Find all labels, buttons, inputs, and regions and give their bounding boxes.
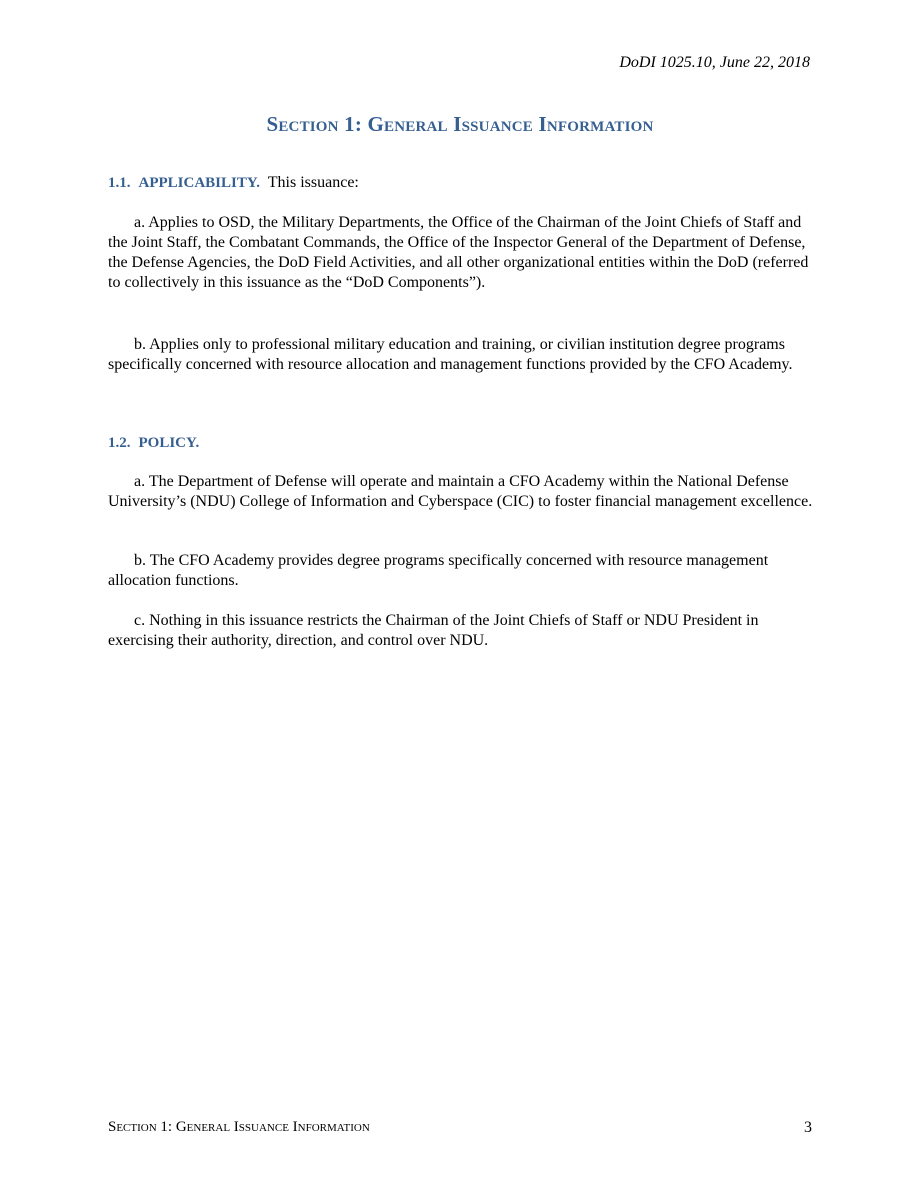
policy-para-b	[108, 551, 813, 591]
page-number: 3	[804, 1119, 812, 1136]
paragraph-text: b. The CFO Academy provides degree programs specifically concerned with resource management allocation functions.	[108, 552, 769, 589]
paragraph-text: a. The Department of Defense will operate and maintain a CFO Academy within the National Defense University’s (NDU) College of Information and Cyberspace (CIC) to foster financial management excellence.	[108, 473, 813, 510]
applicability-title: APPLICABILITY.	[138, 175, 261, 191]
document-reference: DoDI 1025.10, June 22, 2018	[619, 54, 810, 71]
applicability-heading	[108, 173, 813, 193]
policy-para-c	[108, 611, 813, 651]
applicability-intro: This issuance:	[267, 174, 359, 191]
section-applicability	[108, 173, 813, 193]
paragraph-text: a. Applies to OSD, the Military Departments, the Office of the Chairman of the Joint Chiefs of Staff and the Joint Staff, the Combatant Commands, the Office of the Inspector General of the Department of Defense, the Defense Agencies, the DoD Field Activities, and all other organizational entities within the DoD (referred to collectively in this issuance as the “DoD Components”).	[108, 214, 809, 291]
paragraph-text: b. Applies only to professional military education and training, or civilian institution degree programs specifically concerned with resource allocation and management functions provided by the CFO Academy.	[108, 336, 793, 373]
section-title: Section 1: General Issuance Information	[266, 112, 654, 136]
footer-section-label: Section 1: General Issuance Information	[108, 1119, 370, 1135]
applicability-para-a	[108, 213, 813, 293]
policy-para-a	[108, 472, 813, 512]
policy-title: POLICY.	[138, 435, 200, 451]
applicability-number: 1.1.	[108, 175, 131, 191]
policy-number: 1.2.	[108, 435, 131, 451]
section-policy	[108, 433, 813, 453]
applicability-para-b	[108, 335, 813, 375]
policy-heading	[108, 433, 813, 453]
paragraph-text: c. Nothing in this issuance restricts the Chairman of the Joint Chiefs of Staff or NDU President in exercising their authority, direction, and control over NDU.	[108, 612, 759, 649]
